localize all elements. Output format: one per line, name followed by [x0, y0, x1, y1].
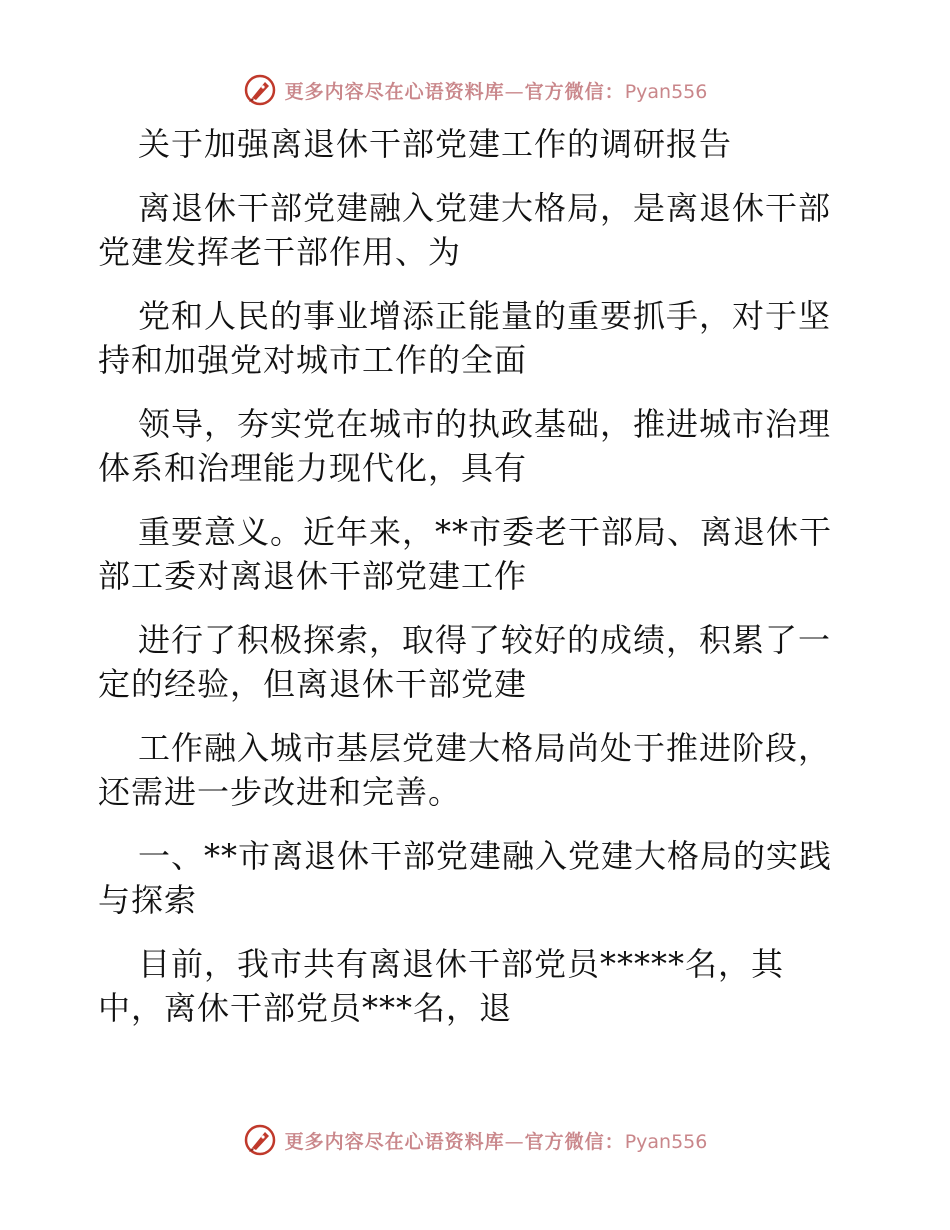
document-body	[98, 122, 858, 1030]
document-title: 关于加强离退休干部党建工作的调研报告	[138, 125, 733, 163]
header-watermark-banner	[0, 70, 950, 110]
paragraph-line: 离退休干部党建融入党建大格局，是离退休干部	[138, 189, 832, 227]
paragraph-line: 定的经验，但离退休干部党建	[98, 665, 528, 703]
section-heading-line: 与探索	[98, 881, 198, 919]
paragraph-line: 党和人民的事业增添正能量的重要抓手，对于坚	[138, 297, 832, 335]
watermark-text	[285, 77, 708, 104]
watermark-main: 更多内容尽在心语资料库	[284, 1130, 505, 1153]
paragraph-line: 党建发挥老干部作用、为	[98, 233, 462, 271]
watermark-handle: Pyan556	[624, 80, 708, 103]
watermark-handle: Pyan556	[624, 1130, 708, 1153]
watermark-label: 官方微信：	[524, 1130, 625, 1153]
paragraph-line: 工作融入城市基层党建大格局尚处于推进阶段，	[138, 729, 832, 767]
paragraph-line: 中，离休干部党员***名，退	[98, 989, 513, 1027]
watermark-separator: —	[504, 80, 525, 103]
paragraph-line: 重要意义。近年来，**市委老干部局、离退休干	[138, 513, 833, 551]
footer-watermark-banner	[0, 1120, 950, 1160]
watermark-main: 更多内容尽在心语资料库	[284, 80, 505, 103]
paragraph-line: 体系和治理能力现代化，具有	[98, 449, 528, 487]
paragraph-line: 持和加强党对城市工作的全面	[98, 341, 528, 379]
pen-nib-logo-icon	[243, 73, 277, 107]
watermark-text	[285, 1127, 708, 1154]
watermark-separator: —	[504, 1130, 525, 1153]
paragraph-line: 进行了积极探索，取得了较好的成绩，积累了一	[138, 621, 832, 659]
paragraph-line: 还需进一步改进和完善。	[98, 773, 462, 811]
watermark-label: 官方微信：	[524, 80, 625, 103]
paragraph-line: 部工委对离退休干部党建工作	[98, 557, 528, 595]
section-heading-line: 一、**市离退休干部党建融入党建大格局的实践	[138, 837, 833, 875]
pen-nib-logo-icon	[243, 1123, 277, 1157]
paragraph-line: 领导，夯实党在城市的执政基础，推进城市治理	[138, 405, 832, 443]
paragraph-line: 目前，我市共有离退休干部党员*****名，其	[138, 945, 785, 983]
